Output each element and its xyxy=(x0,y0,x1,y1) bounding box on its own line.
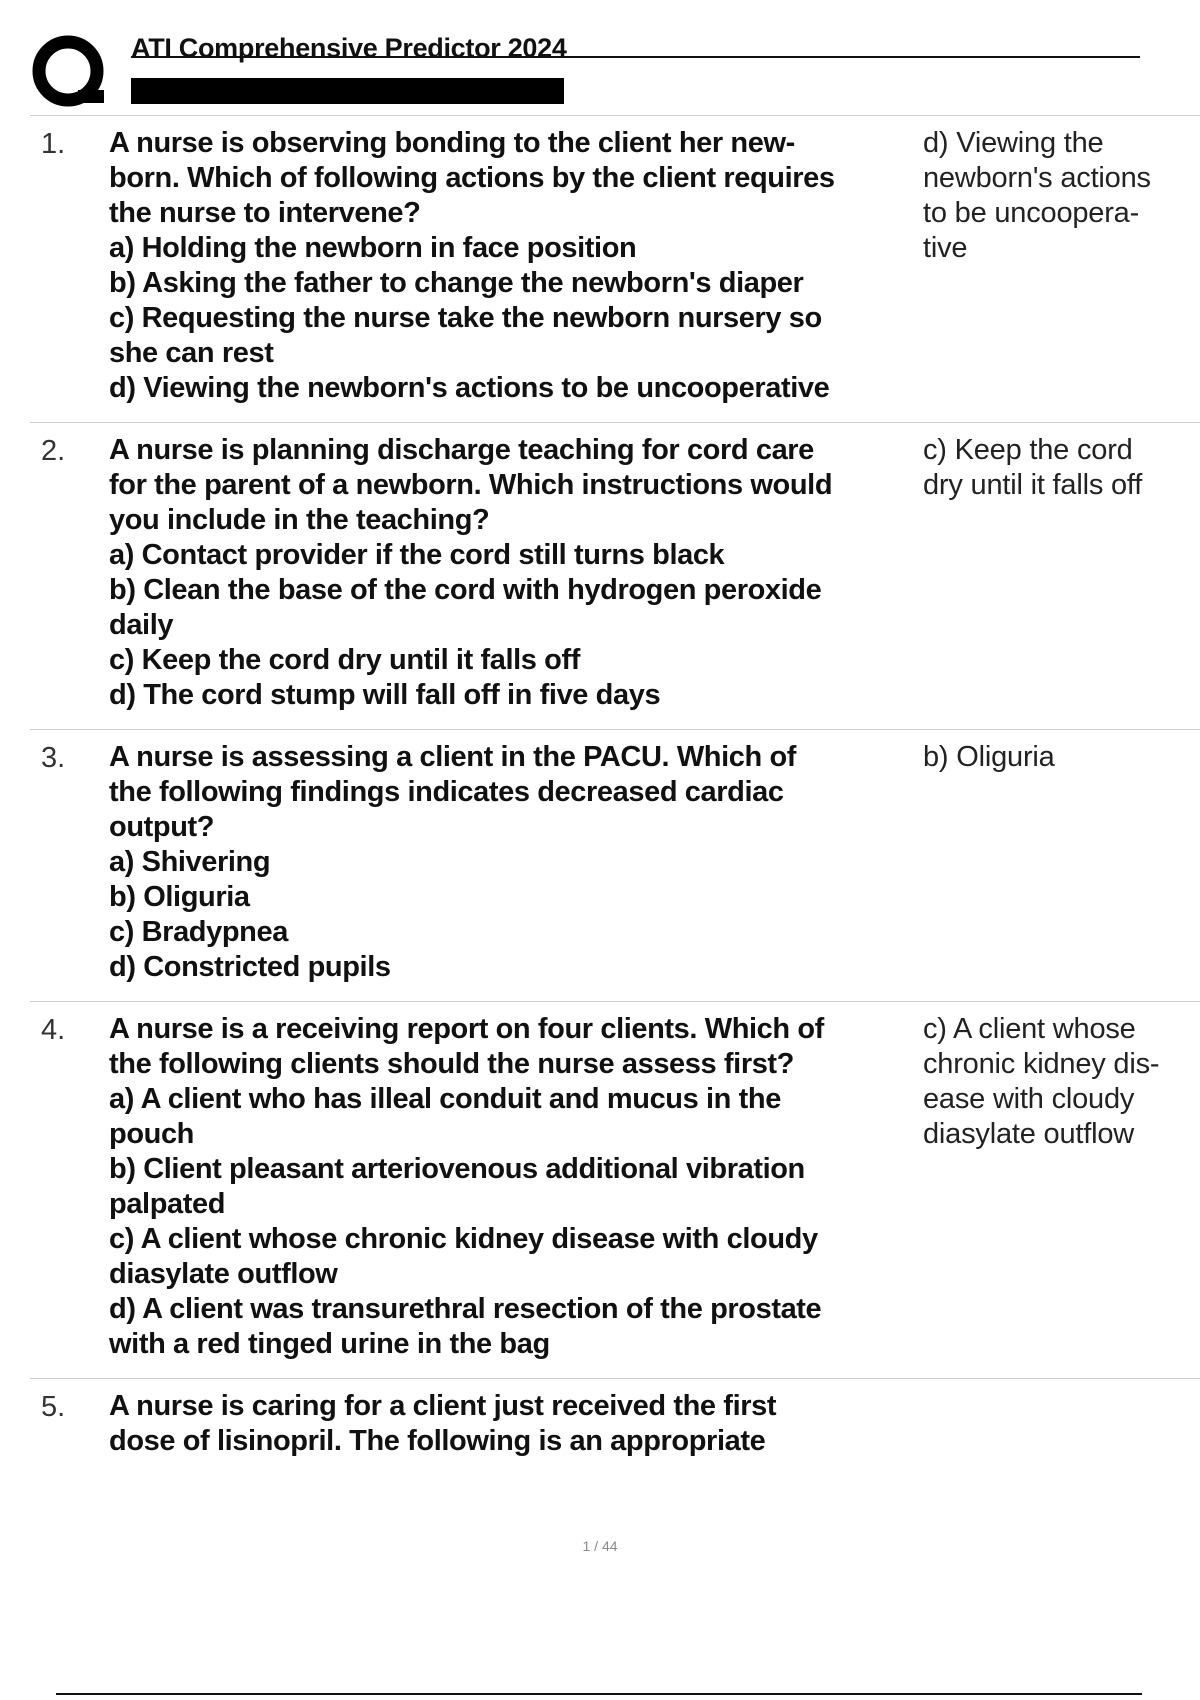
question-item xyxy=(30,423,1200,730)
page-indicator: 1 / 44 xyxy=(582,1538,618,1554)
answer-text xyxy=(923,126,1193,266)
question-line: daily xyxy=(109,609,174,641)
answer-line: tive xyxy=(923,232,968,264)
question-line: a) A client who has illeal conduit and mucus in the xyxy=(109,1083,781,1115)
answer-line: dry until it falls off xyxy=(923,469,1143,501)
question-line: the following findings indicates decreased cardiac xyxy=(109,776,784,808)
q-logo-icon xyxy=(30,32,110,112)
question-line: c) Bradypnea xyxy=(109,916,288,948)
answer-text xyxy=(923,1012,1193,1152)
question-line: for the parent of a newborn. Which instructions would xyxy=(109,469,833,501)
question-line: b) Asking the father to change the newborn's diaper xyxy=(109,267,804,299)
question-text xyxy=(109,433,949,713)
question-line: born. Which of following actions by the client requires xyxy=(109,162,835,194)
answer-line: chronic kidney dis- xyxy=(923,1048,1160,1080)
question-line: a) Contact provider if the cord still turns black xyxy=(109,539,725,571)
question-line: a) Shivering xyxy=(109,846,271,878)
question-line: d) The cord stump will fall off in five days xyxy=(109,679,661,711)
question-text xyxy=(109,740,949,985)
question-number: 1. xyxy=(41,128,66,160)
answer-line: to be uncoopera- xyxy=(923,197,1140,229)
question-line: the following clients should the nurse assess first? xyxy=(109,1048,794,1080)
question-line: a) Holding the newborn in face position xyxy=(109,232,637,264)
question-line: A nurse is caring for a client just received the first xyxy=(109,1390,777,1422)
question-item xyxy=(30,1002,1200,1379)
answer-text xyxy=(923,433,1193,503)
question-line: c) Requesting the nurse take the newborn nursery so xyxy=(109,302,822,334)
question-line: d) A client was transurethral resection of the prostate xyxy=(109,1293,822,1325)
question-item xyxy=(30,730,1200,1002)
question-number: 4. xyxy=(41,1014,66,1046)
question-line: b) Oliguria xyxy=(109,881,250,913)
question-line: with a red tinged urine in the bag xyxy=(109,1328,550,1360)
question-item xyxy=(30,116,1200,423)
document-header xyxy=(30,30,1140,116)
question-line: A nurse is planning discharge teaching for cord care xyxy=(109,434,814,466)
question-text xyxy=(109,1012,949,1362)
answer-text xyxy=(923,740,1193,775)
question-line: c) Keep the cord dry until it falls off xyxy=(109,644,580,676)
question-number: 5. xyxy=(41,1391,66,1423)
question-line: c) A client whose chronic kidney disease with cloudy xyxy=(109,1223,818,1255)
question-line: you include in the teaching? xyxy=(109,504,490,536)
document-title: ATI Comprehensive Predictor 2024 xyxy=(131,33,567,63)
question-line: A nurse is observing bonding to the client her new- xyxy=(109,127,795,159)
answer-line: c) A client whose xyxy=(923,1013,1136,1045)
answer-line: diasylate outflow xyxy=(923,1118,1134,1150)
question-line: A nurse is a receiving report on four clients. Which of xyxy=(109,1013,824,1045)
footer-divider xyxy=(56,1693,1142,1695)
question-list xyxy=(30,116,1200,1475)
question-line: b) Client pleasant arteriovenous additional vibration xyxy=(109,1153,805,1185)
question-line: she can rest xyxy=(109,337,274,369)
question-line: diasylate outflow xyxy=(109,1258,338,1290)
question-line: d) Viewing the newborn's actions to be uncooperative xyxy=(109,372,830,404)
question-line: output? xyxy=(109,811,215,843)
question-line: b) Clean the base of the cord with hydrogen peroxide xyxy=(109,574,822,606)
answer-line: d) Viewing the xyxy=(923,127,1104,159)
answer-line: c) Keep the cord xyxy=(923,434,1133,466)
question-number: 3. xyxy=(41,742,66,774)
question-line: A nurse is assessing a client in the PACU. Which of xyxy=(109,741,797,773)
answer-line: newborn's actions xyxy=(923,162,1151,194)
question-line: palpated xyxy=(109,1188,226,1220)
question-number: 2. xyxy=(41,435,66,467)
question-text xyxy=(109,1389,949,1459)
answer-line: b) Oliguria xyxy=(923,741,1055,773)
question-line: pouch xyxy=(109,1118,194,1150)
question-item xyxy=(30,1379,1200,1475)
question-line: the nurse to intervene? xyxy=(109,197,421,229)
redacted-bar xyxy=(131,78,564,104)
question-text xyxy=(109,126,949,406)
question-line: d) Constricted pupils xyxy=(109,951,391,983)
answer-line: ease with cloudy xyxy=(923,1083,1135,1115)
question-line: dose of lisinopril. The following is an appropriate xyxy=(109,1425,766,1457)
